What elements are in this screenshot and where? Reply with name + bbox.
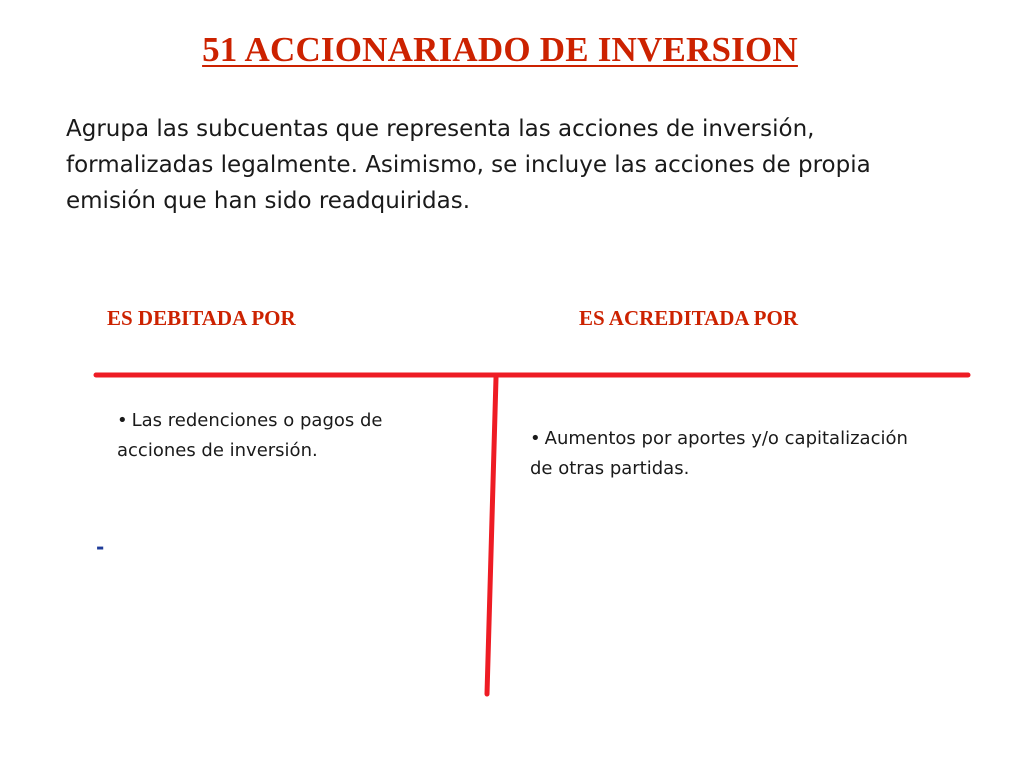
slide-title: 51 ACCIONARIADO DE INVERSION: [202, 30, 798, 69]
debit-item-text: Las redenciones o pagos de acciones de inversión.: [117, 410, 383, 461]
debit-list-item: [117, 406, 457, 466]
account-description: Agrupa las subcuentas que representa las acciones de inversión, formalizadas legalmente. Asimismo, se incluye las acciones de propia emisión que han sido readquiridas.: [66, 116, 871, 214]
debit-heading: ES DEBITADA POR: [107, 306, 296, 330]
bullet-icon: •: [117, 410, 128, 431]
credit-heading: ES ACREDITADA POR: [579, 306, 798, 330]
t-account-vertical-line: [487, 378, 496, 694]
dash-mark: -: [96, 535, 105, 559]
bullet-icon: •: [530, 428, 541, 449]
credit-item-text: Aumentos por aportes y/o capitalización de otras partidas.: [530, 428, 908, 479]
credit-list-item: [530, 424, 910, 484]
